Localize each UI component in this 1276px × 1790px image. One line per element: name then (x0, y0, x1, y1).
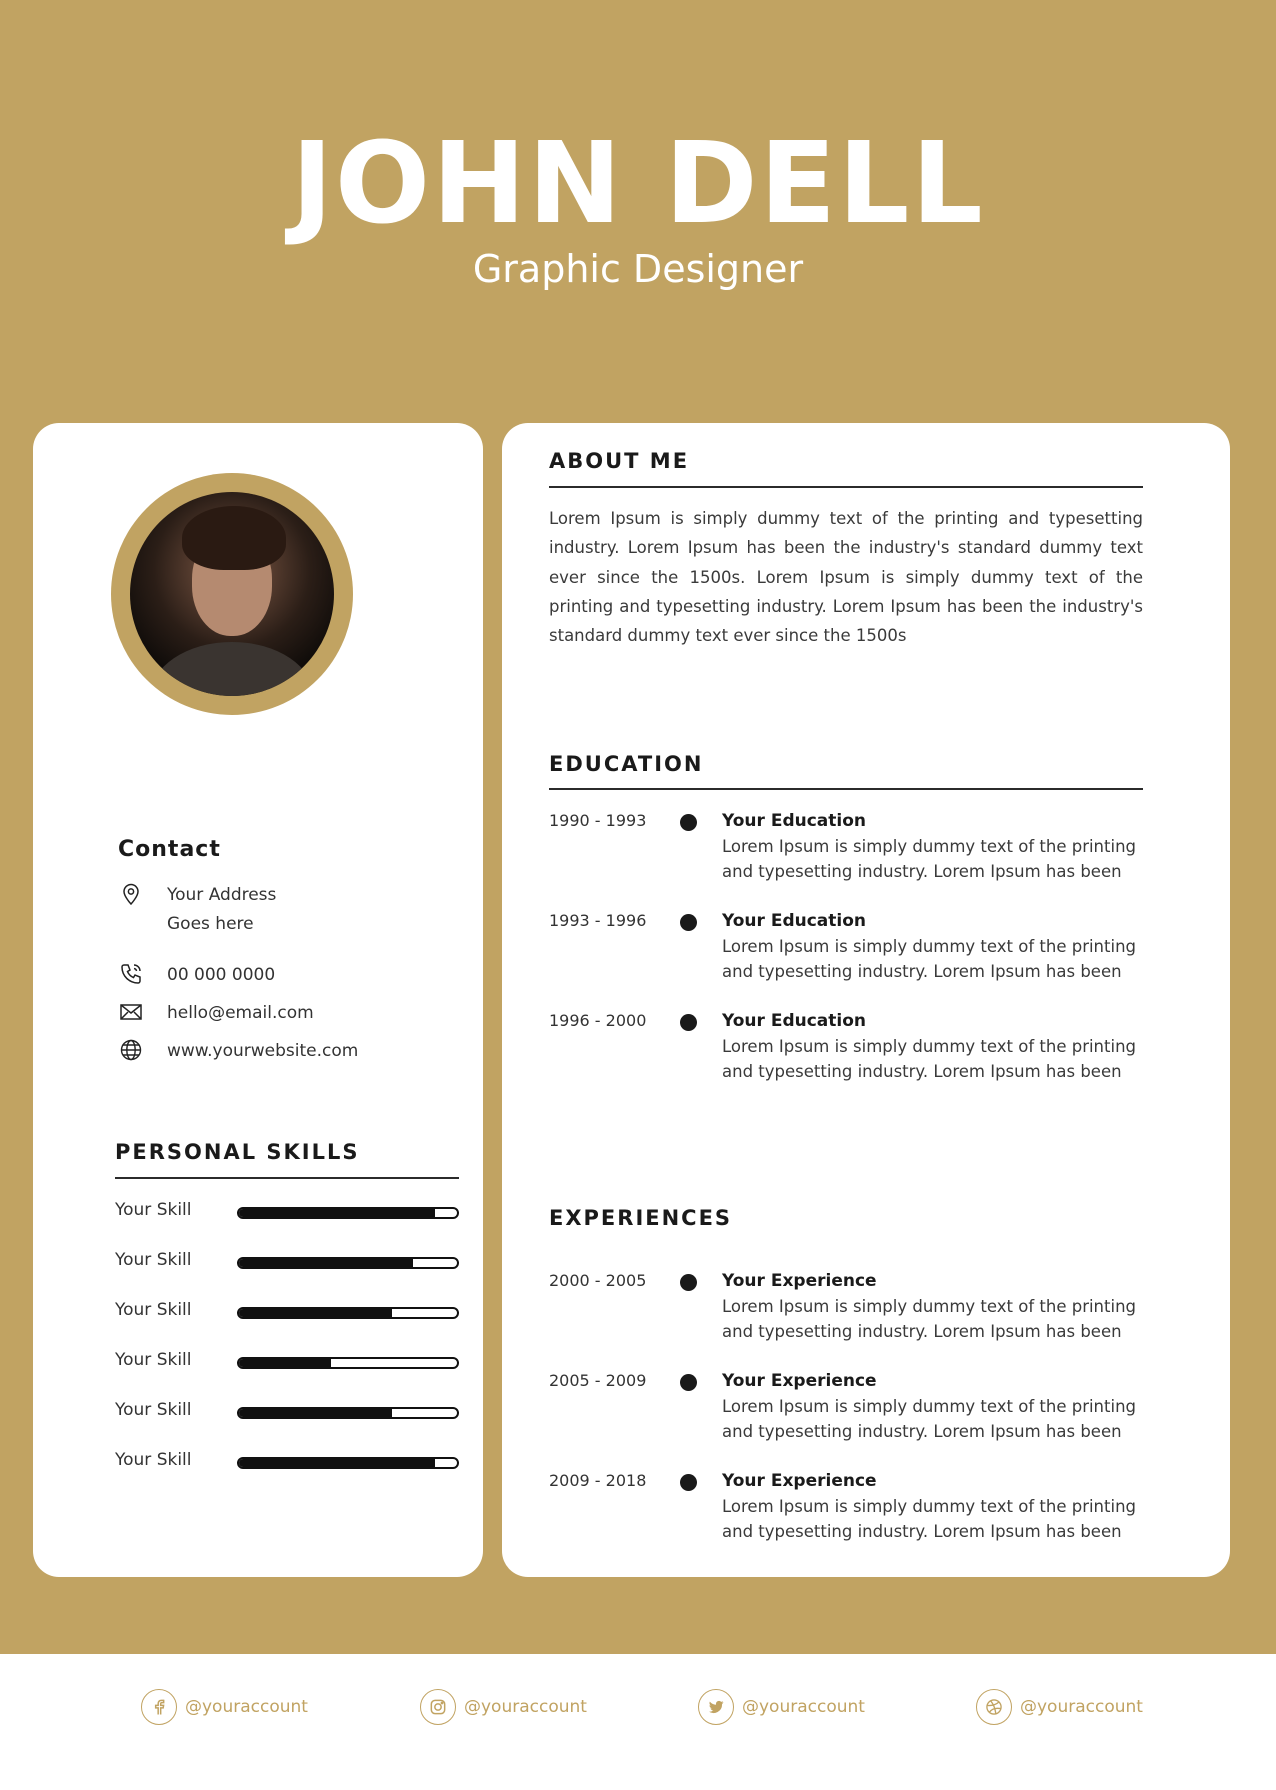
social-handle: @youraccount (1020, 1697, 1143, 1717)
person-name: JOHN DELL (291, 119, 985, 249)
social-handle: @youraccount (185, 1697, 308, 1717)
social-twitter[interactable] (698, 1689, 865, 1725)
social-dribbble[interactable] (976, 1689, 1143, 1725)
education-title: Your Education (722, 1011, 867, 1031)
experience-years: 2000 - 2005 (549, 1271, 647, 1290)
phone-text: 00 000 0000 (167, 965, 276, 985)
address-line-2: Goes here (167, 914, 254, 934)
website-text: www.yourwebsite.com (167, 1041, 359, 1061)
twitter-icon (698, 1689, 734, 1725)
skill-bar-fill (239, 1459, 435, 1467)
timeline-dot (680, 1374, 697, 1391)
globe-icon (118, 1037, 144, 1063)
skill-row (115, 1200, 461, 1226)
skill-bar-fill (239, 1409, 392, 1417)
timeline-dot (680, 1474, 697, 1491)
education-title: Your Education (722, 911, 867, 931)
skill-row (115, 1250, 461, 1276)
education-years: 1993 - 1996 (549, 911, 647, 930)
skill-label: Your Skill (115, 1300, 192, 1320)
skills-divider (115, 1177, 459, 1179)
address-line-1: Your Address (167, 885, 277, 905)
skill-row (115, 1400, 461, 1426)
timeline-dot (680, 1014, 697, 1031)
skill-label: Your Skill (115, 1400, 192, 1420)
skill-label: Your Skill (115, 1250, 192, 1270)
left-card (33, 423, 483, 1577)
skill-label: Your Skill (115, 1350, 192, 1370)
person-role: Graphic Designer (472, 247, 804, 291)
skill-bar-fill (239, 1259, 413, 1267)
education-description: Lorem Ipsum is simply dummy text of the printing and typesetting industry. Lorem Ipsum has been (722, 1037, 1136, 1081)
skill-bar (237, 1257, 459, 1269)
envelope-icon (118, 999, 144, 1025)
skills-title: PERSONAL SKILLS (115, 1140, 360, 1164)
education-title: EDUCATION (549, 752, 704, 776)
social-handle: @youraccount (464, 1697, 587, 1717)
social-footer (0, 1654, 1276, 1790)
education-description: Lorem Ipsum is simply dummy text of the printing and typesetting industry. Lorem Ipsum has been (722, 937, 1136, 981)
skill-bar-fill (239, 1359, 331, 1367)
skill-bar (237, 1307, 459, 1319)
profile-photo-ring (111, 473, 353, 715)
skill-bar-fill (239, 1309, 392, 1317)
phone-icon (118, 961, 144, 987)
experience-title: Your Experience (722, 1471, 877, 1491)
experience-description: Lorem Ipsum is simply dummy text of the printing and typesetting industry. Lorem Ipsum has been (722, 1297, 1136, 1341)
experience-years: 2005 - 2009 (549, 1371, 647, 1390)
contact-address (118, 881, 276, 939)
skill-bar-fill (239, 1209, 435, 1217)
skill-label: Your Skill (115, 1450, 192, 1470)
experience-description: Lorem Ipsum is simply dummy text of the printing and typesetting industry. Lorem Ipsum has been (722, 1397, 1136, 1441)
about-title: ABOUT ME (549, 449, 690, 473)
contact-website (118, 1037, 358, 1066)
experience-title: Your Experience (722, 1371, 877, 1391)
experience-years: 2009 - 2018 (549, 1471, 647, 1490)
experience-description: Lorem Ipsum is simply dummy text of the printing and typesetting industry. Lorem Ipsum has been (722, 1497, 1136, 1541)
social-instagram[interactable] (420, 1689, 587, 1725)
timeline-dot (680, 914, 697, 931)
instagram-icon (420, 1689, 456, 1725)
contact-title: Contact (118, 837, 221, 862)
profile-photo (130, 492, 334, 696)
social-facebook[interactable] (141, 1689, 308, 1725)
right-card (502, 423, 1230, 1577)
location-pin-icon (118, 881, 144, 907)
resume-header (0, 0, 1276, 400)
education-title: Your Education (722, 811, 867, 831)
timeline-dot (680, 814, 697, 831)
experience-title: EXPERIENCES (549, 1206, 733, 1230)
dribbble-icon (976, 1689, 1012, 1725)
skill-row (115, 1450, 461, 1476)
contact-email (118, 999, 314, 1028)
education-years: 1990 - 1993 (549, 811, 647, 830)
about-divider (549, 486, 1143, 488)
experience-title: Your Experience (722, 1271, 877, 1291)
skill-bar (237, 1357, 459, 1369)
timeline-dot (680, 1274, 697, 1291)
facebook-icon (141, 1689, 177, 1725)
about-text: Lorem Ipsum is simply dummy text of the printing and typesetting industry. Lorem Ipsum has been the industry's standard dummy text ever since the 1500s. Lorem Ipsum is simply dummy text of the printing and typesetting industry. Lorem Ipsum has been the industry's standard dummy text ever since the 1500s (549, 509, 1143, 646)
education-divider (549, 788, 1143, 790)
contact-phone (118, 961, 275, 990)
skill-bar (237, 1457, 459, 1469)
skill-row (115, 1300, 461, 1326)
skill-bar (237, 1407, 459, 1419)
skill-label: Your Skill (115, 1200, 192, 1220)
social-handle: @youraccount (742, 1697, 865, 1717)
education-years: 1996 - 2000 (549, 1011, 647, 1030)
skill-row (115, 1350, 461, 1376)
email-text: hello@email.com (167, 1003, 314, 1023)
education-description: Lorem Ipsum is simply dummy text of the printing and typesetting industry. Lorem Ipsum has been (722, 837, 1136, 881)
skill-bar (237, 1207, 459, 1219)
